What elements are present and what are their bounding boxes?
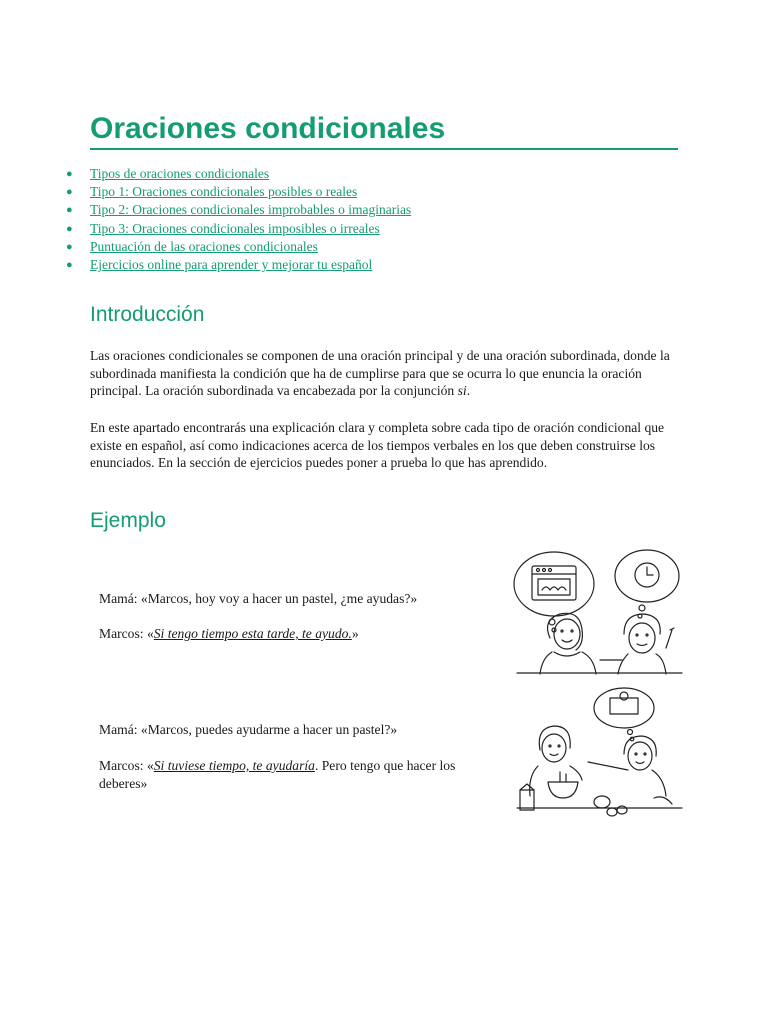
illustration-baking-homework [512,686,687,824]
toc-link-puntuacion[interactable]: Puntuación de las oraciones condicionales [90,238,318,254]
example-2-quote: Si tuviese tiempo, te ayudaría [153,758,315,773]
illustration-baking-plan [512,548,687,678]
toc-item [66,201,411,219]
table-of-contents [66,165,411,274]
intro-p1-italic: si [457,383,467,398]
example-2-mama: Mamá: «Marcos, puedes ayudarme a hacer un pastel?» [99,722,398,737]
example-heading: Ejemplo [90,509,166,532]
example-1-marcos-suffix: » [351,626,359,641]
toc-link-tipo-3[interactable]: Tipo 3: Oraciones condicionales imposibles o irreales [90,220,380,236]
example-2-marcos-suffix: . Pero tengo que hacer los [314,758,456,773]
toc-item [66,256,411,274]
toc-link-tipo-2[interactable]: Tipo 2: Oraciones condicionales improbables o imaginarias [90,202,412,218]
intro-p1-text: Las oraciones condicionales se componen de una oración principal y de una oración subordinada, donde la subordinada manifiesta la condición que ha de cumplirse para que se ocurra lo que enuncia la oración principal. La oración subordinada va encabezada por la conjunción [90,348,670,398]
intro-paragraph-2: En este apartado encontrarás una explicación clara y completa sobre cada tipo de oración condicional que existe en español, así como indicaciones acerca de los tiempos verbales en los que deben construirse los enunciados. En la sección de ejercicios puedes poner a prueba lo que has aprendido. [90,420,665,470]
bullet-icon: ● [66,204,73,217]
intro-heading: Introducción [90,303,205,326]
page-title: Oraciones condicionales [90,112,678,150]
toc-link-tipo-1[interactable]: Tipo 1: Oraciones condicionales posibles o reales [90,184,358,200]
intro-paragraph-1 [90,347,690,400]
example-2-marcos [99,757,455,792]
bullet-icon: ● [66,240,73,253]
bullet-icon: ● [66,258,73,271]
toc-item [66,165,411,183]
toc-item [66,238,411,256]
toc-link-tipos[interactable]: Tipos de oraciones condicionales [90,166,270,181]
mixing-bowl-icon [548,782,578,798]
bullet-icon: ● [66,186,73,199]
example-1-quote: Si tengo tiempo esta tarde, te ayudo. [153,626,352,641]
intro-p1-end: . [466,383,471,398]
toc-item [66,220,411,238]
bullet-icon: ● [66,222,73,235]
example-1-marcos [99,625,359,643]
example-2-marcos-prefix: Marcos: « [99,758,154,773]
milk-carton-icon [520,790,534,810]
toc-item [66,183,411,201]
toc-link-ejercicios[interactable]: Ejercicios online para aprender y mejorar tu español [90,256,373,272]
example-2-marcos-line2: deberes» [99,775,148,791]
example-1-mama: Mamá: «Marcos, hoy voy a hacer un pastel, ¿me ayudas?» [99,591,418,606]
bullet-icon: ● [66,168,73,180]
example-1-marcos-prefix: Marcos: « [99,626,154,641]
